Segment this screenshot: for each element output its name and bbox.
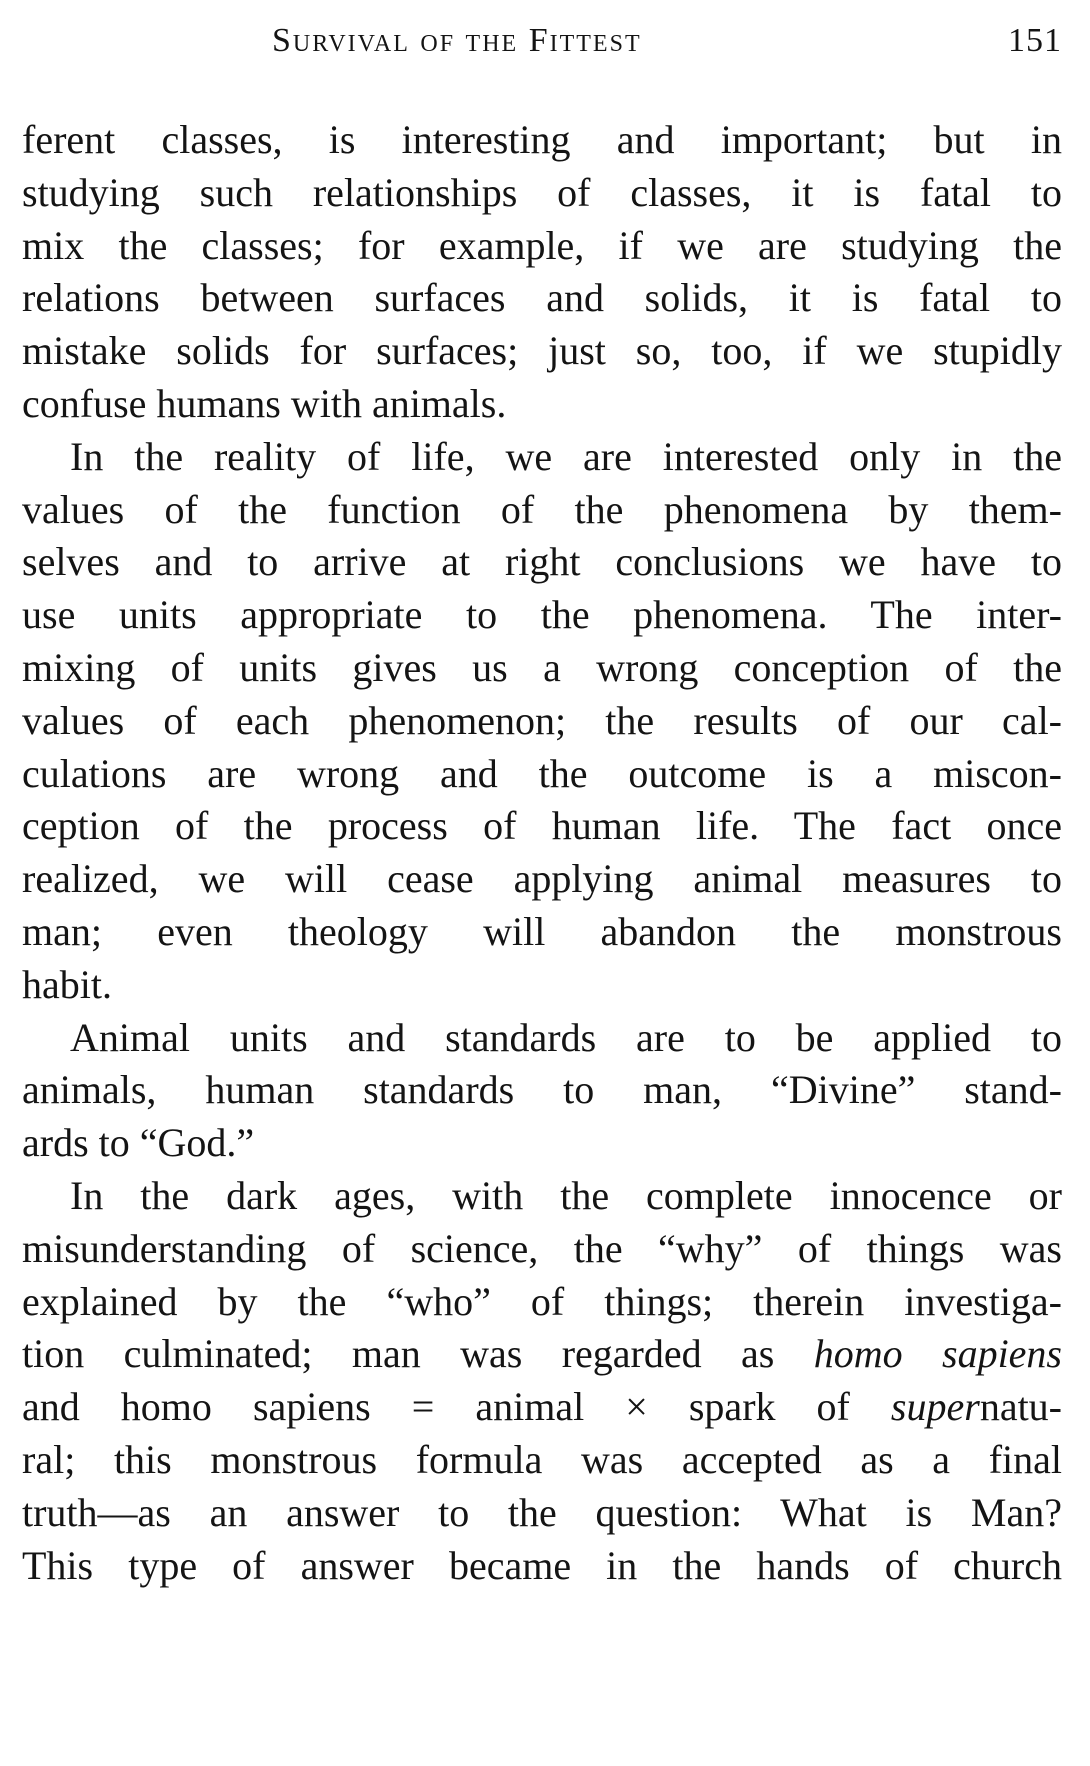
text-line: and homo sapiens = animal × spark of supernatu- xyxy=(22,1384,1062,1430)
text-line: In the reality of life, we are interested only in the xyxy=(70,433,1062,479)
text-line: values of each phenomenon; the results of our cal- xyxy=(22,697,1062,743)
text-line: values of the function of the phenomena by them- xyxy=(22,486,1062,532)
text-line: man; even theology will abandon the monstrous xyxy=(22,908,1062,954)
text-line: Animal units and standards are to be applied to xyxy=(70,1014,1062,1060)
text-line: use units appropriate to the phenomena. The inter- xyxy=(22,592,1062,638)
running-head xyxy=(22,14,1062,66)
text-line: relations between surfaces and solids, it is fatal to xyxy=(22,275,1062,321)
paragraph xyxy=(22,1170,1062,1592)
body-text xyxy=(22,114,1062,1592)
text-line: ferent classes, is interesting and important; but in xyxy=(22,117,1062,162)
text-line: ards to “God.” xyxy=(22,1120,255,1166)
text-line: realized, we will cease applying animal measures to xyxy=(22,856,1062,902)
text-line: studying such relationships of classes, it is fatal to xyxy=(22,169,1062,215)
text-line: mixing of units gives us a wrong conception of the xyxy=(22,644,1062,690)
text-line: ral; this monstrous formula was accepted as a final xyxy=(22,1436,1062,1482)
book-page xyxy=(22,14,1062,1592)
text-line: misunderstanding of science, the “why” of things was xyxy=(22,1225,1062,1271)
paragraph xyxy=(22,1012,1062,1170)
paragraph xyxy=(22,114,1062,431)
text-line: mistake solids for surfaces; just so, too, if we stupidly xyxy=(22,328,1062,374)
text-line: confuse humans with animals. xyxy=(22,380,507,426)
text-line: selves and to arrive at right conclusions we have to xyxy=(22,539,1062,585)
text-line: mix the classes; for example, if we are studying the xyxy=(22,222,1062,268)
text-line: explained by the “who” of things; therein investiga- xyxy=(22,1278,1062,1324)
text-line: truth—as an answer to the question: What is Man? xyxy=(22,1489,1062,1535)
running-title: Survival of the Fittest xyxy=(272,22,642,59)
text-line: animals, human standards to man, “Divine” stand- xyxy=(22,1067,1062,1113)
text-line: habit. xyxy=(22,961,112,1007)
paragraph xyxy=(22,431,1062,1012)
page-number: 151 xyxy=(1008,22,1062,59)
text-line: culations are wrong and the outcome is a miscon- xyxy=(22,750,1062,796)
text-line: tion culminated; man was regarded as homo sapiens xyxy=(22,1331,1062,1377)
text-line: This type of answer became in the hands of church xyxy=(22,1542,1062,1588)
text-line: ception of the process of human life. The fact once xyxy=(22,803,1062,849)
text-line: In the dark ages, with the complete innocence or xyxy=(70,1172,1062,1218)
